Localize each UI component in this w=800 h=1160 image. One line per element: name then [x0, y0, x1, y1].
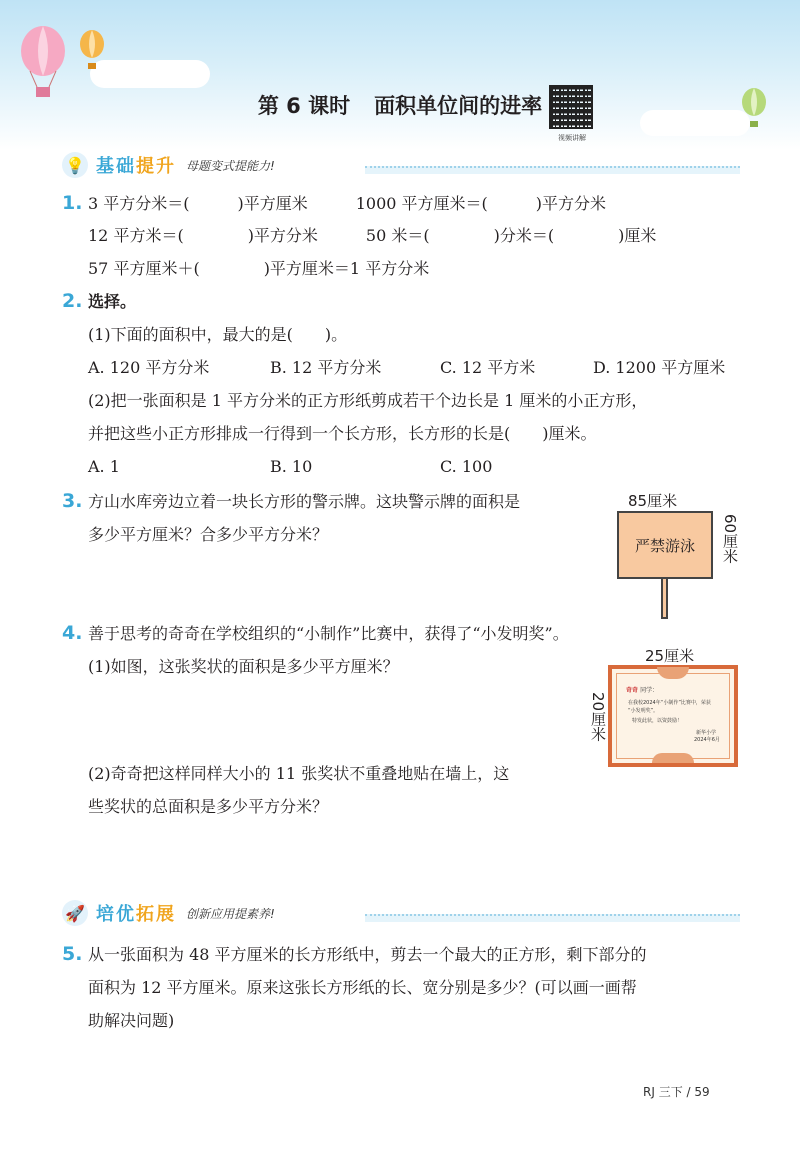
- question-1-line: 12 平方米＝( )平方分米 50 米＝( )分米＝( )厘米: [88, 226, 657, 245]
- choice-option: A. 1: [88, 457, 120, 476]
- sign-height-label: 60厘米: [721, 514, 739, 564]
- question-1-line: 57 平方厘米＋( )平方厘米＝1 平方分米: [88, 259, 430, 278]
- certificate-crest-bottom: [652, 753, 694, 763]
- section-title: 基础提升: [96, 156, 176, 177]
- sign-text: 严禁游泳: [634, 536, 695, 555]
- question-5-line: 面积为 12 平方厘米。原来这张长方形纸的长、宽分别是多少？(可以画一画帮: [88, 978, 637, 997]
- section-subtitle: 母题变式提能力!: [186, 158, 275, 173]
- choice-option: A. 120 平方分米: [88, 358, 210, 377]
- question-number: 3.: [62, 490, 83, 512]
- question-3-line: 方山水库旁边立着一块长方形的警示牌。这块警示牌的面积是: [88, 492, 521, 511]
- question-5-line: 助解决问题): [88, 1011, 175, 1030]
- hot-air-balloon-icon: [78, 30, 106, 72]
- section-divider: [365, 914, 740, 922]
- section-advanced-header: [62, 900, 275, 926]
- certificate-text: 特发此状，以资鼓励！: [632, 718, 683, 724]
- page-footer: RJ 三下 / 59: [643, 1085, 710, 1099]
- question-2-sub2: 并把这些小正方形排成一行得到一个长方形，长方形的长是( )厘米。: [88, 424, 597, 443]
- hot-air-balloon-icon: [18, 25, 68, 100]
- question-number: 1.: [62, 192, 83, 214]
- qr-code-icon[interactable]: [549, 85, 593, 129]
- question-1-line: 3 平方分米＝( )平方厘米 1000 平方厘米＝( )平方分米: [88, 194, 607, 213]
- question-2-sub2: (2)把一张面积是 1 平方分米的正方形纸剪成若干个边长是 1 厘米的小正方形，: [88, 391, 648, 410]
- question-5-line: 从一张面积为 48 平方厘米的长方形纸中，剪去一个最大的正方形，剩下部分的: [88, 945, 647, 964]
- lesson-number: 第 6 课时: [257, 94, 351, 118]
- sign-width-label: 85厘米: [628, 492, 678, 510]
- question-number: 4.: [62, 622, 83, 644]
- certificate-school: 新华小学: [696, 730, 717, 736]
- certificate-date: 2024年6月: [694, 737, 720, 743]
- choice-option: B. 10: [270, 457, 313, 476]
- sign-post: [661, 579, 668, 619]
- choice-option: C. 100: [440, 457, 493, 476]
- page-title: [0, 90, 800, 120]
- choice-option: C. 12 平方米: [440, 358, 536, 377]
- section-basic-header: [62, 152, 275, 178]
- certificate-text: 在我校2024年“小制作”比赛中，荣获: [628, 700, 711, 706]
- question-4-sub1: (1)如图，这张奖状的面积是多少平方厘米？: [88, 657, 399, 676]
- question-2-sub1: (1)下面的面积中，最大的是( )。: [88, 325, 348, 344]
- certificate-text: “小发明奖”。: [628, 708, 659, 714]
- section-title: 培优拓展: [96, 904, 176, 925]
- question-3-line: 多少平方厘米？合多少平方分米？: [88, 525, 329, 544]
- certificate-width-label: 25厘米: [645, 647, 695, 665]
- lightbulb-icon: 💡: [62, 152, 88, 178]
- question-4-sub2: 些奖状的总面积是多少平方分米？: [88, 797, 329, 816]
- question-4-sub2: (2)奇奇把这样同样大小的 11 张奖状不重叠地贴在墙上，这: [88, 764, 510, 783]
- section-divider: [365, 166, 740, 174]
- choice-option: D. 1200 平方厘米: [593, 358, 726, 377]
- question-number: 5.: [62, 943, 83, 965]
- question-2-title: 选择。: [88, 292, 137, 311]
- choice-option: B. 12 平方分米: [270, 358, 382, 377]
- section-subtitle: 创新应用提素养!: [186, 906, 275, 921]
- question-number: 2.: [62, 290, 83, 312]
- rocket-icon: 🚀: [62, 900, 88, 926]
- warning-sign-illustration: [617, 511, 713, 579]
- cloud-decoration: [90, 60, 210, 88]
- lesson-title: 面积单位间的进率: [374, 94, 543, 118]
- certificate-name: 奇奇 同学：: [626, 687, 659, 694]
- certificate-height-label: 20厘米: [589, 692, 607, 742]
- qr-code-label: 视频讲解: [558, 134, 586, 142]
- question-4-line: 善于思考的奇奇在学校组织的“小制作”比赛中，获得了“小发明奖”。: [88, 624, 569, 643]
- certificate-illustration: [608, 665, 738, 767]
